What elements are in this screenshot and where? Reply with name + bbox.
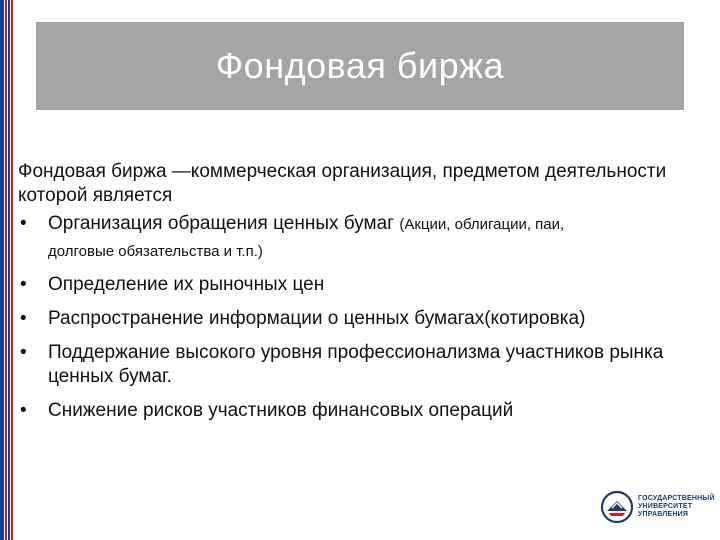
side-stripes bbox=[0, 0, 14, 540]
bullet-text: Определение их рыночных цен bbox=[48, 274, 325, 295]
list-item bbox=[18, 399, 708, 423]
bullet-text: Поддержание высокого уровня профессионализма участников рынка ценных бумаг. bbox=[48, 342, 664, 387]
list-item bbox=[18, 341, 708, 389]
intro-paragraph: Фондовая биржа —коммерческая организация, предметом деятельности которой является bbox=[18, 161, 667, 206]
slide-body bbox=[18, 160, 708, 433]
logo-line: УПРАВЛЕНИЯ bbox=[638, 511, 689, 518]
university-emblem-icon bbox=[600, 490, 634, 524]
bullet-icon: • bbox=[20, 274, 27, 295]
university-logo bbox=[600, 490, 715, 524]
bullet-icon: • bbox=[20, 308, 27, 329]
bullet-list bbox=[18, 212, 708, 423]
bullet-text: Распространение информации о ценных бумагах(котировка) bbox=[48, 308, 586, 329]
bullet-icon: • bbox=[20, 213, 27, 234]
list-item bbox=[18, 273, 708, 297]
logo-line: ГОСУДАРСТВЕННЫЙ bbox=[638, 495, 715, 502]
bullet-icon: • bbox=[20, 342, 27, 363]
bullet-text: Организация обращения ценных бумаг bbox=[48, 213, 400, 234]
bullet-icon: • bbox=[20, 400, 27, 421]
title-bar bbox=[36, 22, 684, 110]
bullet-text: Снижение рисков участников финансовых операций bbox=[48, 400, 514, 421]
bullet-note: (Акции, облигации, паи, bbox=[399, 216, 565, 233]
slide-title: Фондовая биржа bbox=[215, 45, 505, 86]
list-item bbox=[18, 307, 708, 331]
bullet-note-continued: долговые обязательства и т.п.) bbox=[48, 243, 263, 260]
logo-line: УНИВЕРСИТЕТ bbox=[638, 503, 693, 510]
logo-text bbox=[638, 495, 715, 519]
list-item bbox=[18, 212, 708, 263]
